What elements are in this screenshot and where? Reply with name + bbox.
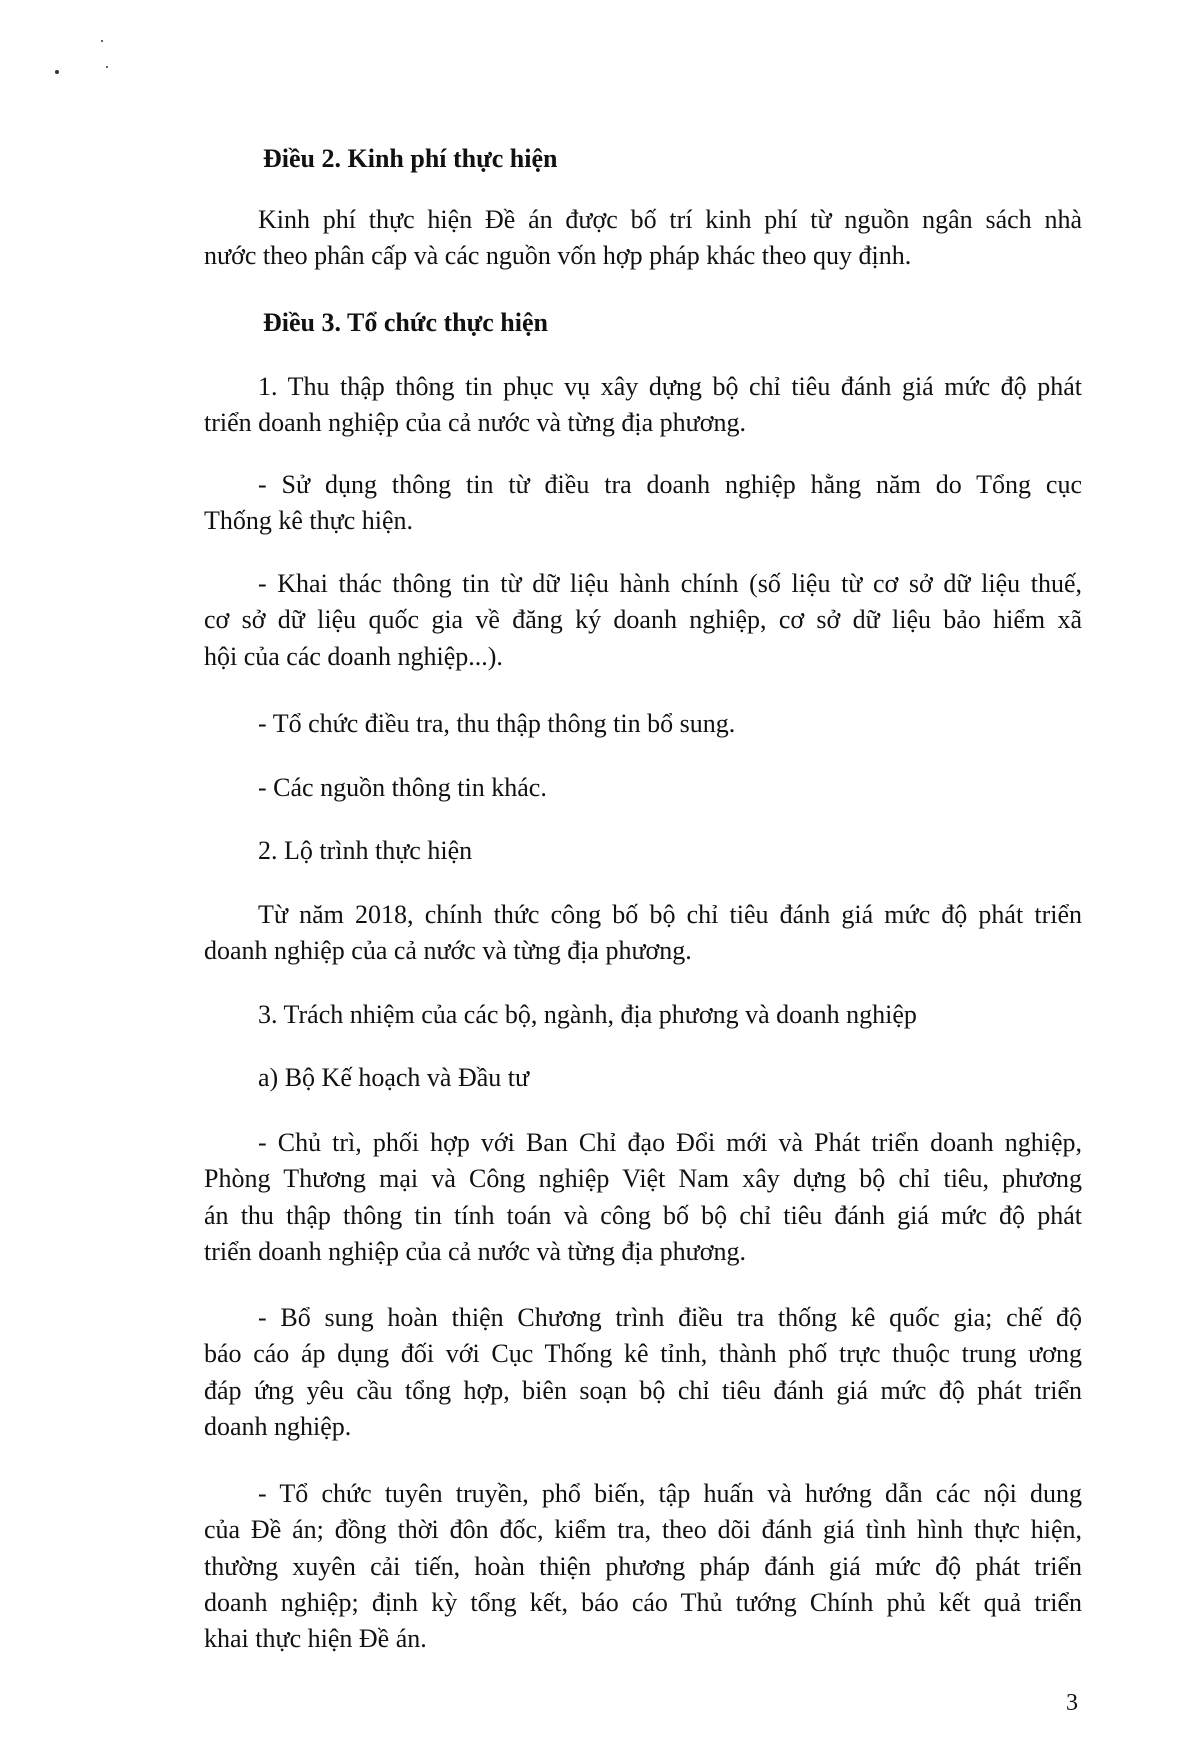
- text-line: a) Bộ Kế hoạch và Đầu tư: [258, 1063, 530, 1092]
- text-line: triển doanh nghiệp của cả nước và từng địa phương.: [204, 1236, 746, 1266]
- text-line: 1. Thu thập thông tin phục vụ xây dựng bộ chỉ tiêu đánh giá mức độ phát: [258, 372, 1082, 401]
- text-line: 3. Trách nhiệm của các bộ, ngành, địa phương và doanh nghiệp: [258, 1000, 917, 1029]
- text-line: Từ năm 2018, chính thức công bố bộ chỉ tiêu đánh giá mức độ phát triển: [258, 900, 1082, 929]
- text-line: đáp ứng yêu cầu tổng hợp, biên soạn bộ chỉ tiêu đánh giá mức độ phát triển: [204, 1375, 1082, 1405]
- text-line: Điều 3. Tổ chức thực hiện: [263, 308, 548, 337]
- text-line: triển doanh nghiệp của cả nước và từng địa phương.: [204, 408, 746, 438]
- paragraph: [204, 770, 1082, 806]
- text-line: doanh nghiệp của cả nước và từng địa phương.: [204, 936, 692, 966]
- text-line: hội của các doanh nghiệp...).: [204, 641, 503, 671]
- scan-speck: [106, 66, 108, 68]
- text-line: - Khai thác thông tin từ dữ liệu hành chính (số liệu từ cơ sở dữ liệu thuế,: [258, 569, 1082, 598]
- paragraph: [204, 467, 1082, 540]
- text-line: - Tổ chức điều tra, thu thập thông tin bổ sung.: [258, 709, 736, 738]
- scan-speck: [101, 40, 103, 42]
- paragraph: [204, 1300, 1082, 1445]
- text-line: Phòng Thương mại và Công nghiệp Việt Nam xây dựng bộ chỉ tiêu, phương: [204, 1164, 1082, 1194]
- scan-speck: [55, 70, 59, 74]
- text-line: doanh nghiệp; định kỳ tổng kết, báo cáo Thủ tướng Chính phủ kết quả triển: [204, 1587, 1082, 1617]
- paragraph: [204, 706, 1082, 742]
- article-heading: [263, 305, 1141, 341]
- paragraph: [204, 1060, 1082, 1096]
- text-line: 2. Lộ trình thực hiện: [258, 836, 473, 865]
- text-line: án thu thập thông tin tính toán và công bố bộ chỉ tiêu đánh giá mức độ phát: [204, 1200, 1082, 1230]
- paragraph: [204, 897, 1082, 970]
- text-line: khai thực hiện Đề án.: [204, 1624, 427, 1654]
- paragraph: [204, 1125, 1082, 1270]
- text-line: - Bổ sung hoàn thiện Chương trình điều tra thống kê quốc gia; chế độ: [258, 1303, 1082, 1332]
- text-line: thường xuyên cải tiến, hoàn thiện phương pháp đánh giá mức độ phát triển: [204, 1551, 1082, 1581]
- text-line: - Các nguồn thông tin khác.: [258, 773, 547, 802]
- text-line: Điều 2. Kinh phí thực hiện: [263, 144, 558, 173]
- paragraph: [204, 202, 1082, 275]
- paragraph: [204, 833, 1082, 869]
- paragraph: [204, 1476, 1082, 1657]
- text-line: cơ sở dữ liệu quốc gia về đăng ký doanh nghiệp, cơ sở dữ liệu bảo hiểm xã: [204, 605, 1082, 635]
- text-line: Kinh phí thực hiện Đề án được bố trí kinh phí từ nguồn ngân sách nhà: [258, 205, 1082, 234]
- text-line: doanh nghiệp.: [204, 1411, 352, 1441]
- paragraph: [204, 566, 1082, 675]
- article-heading: [263, 141, 1141, 177]
- text-line: của Đề án; đồng thời đôn đốc, kiểm tra, theo dõi đánh giá tình hình thực hiện,: [204, 1515, 1082, 1545]
- text-line: Thống kê thực hiện.: [204, 506, 414, 536]
- text-line: - Sử dụng thông tin từ điều tra doanh nghiệp hằng năm do Tổng cục: [258, 470, 1082, 499]
- text-line: - Tổ chức tuyên truyền, phổ biến, tập huấn và hướng dẫn các nội dung: [258, 1479, 1082, 1508]
- paragraph: [204, 997, 1082, 1033]
- paragraph: [204, 369, 1082, 442]
- page-number: 3: [1066, 1690, 1078, 1716]
- text-line: - Chủ trì, phối hợp với Ban Chỉ đạo Đổi mới và Phát triển doanh nghiệp,: [258, 1128, 1082, 1157]
- text-line: báo cáo áp dụng đối với Cục Thống kê tỉnh, thành phố trực thuộc trung ương: [204, 1339, 1082, 1369]
- text-line: nước theo phân cấp và các nguồn vốn hợp pháp khác theo quy định.: [204, 241, 912, 271]
